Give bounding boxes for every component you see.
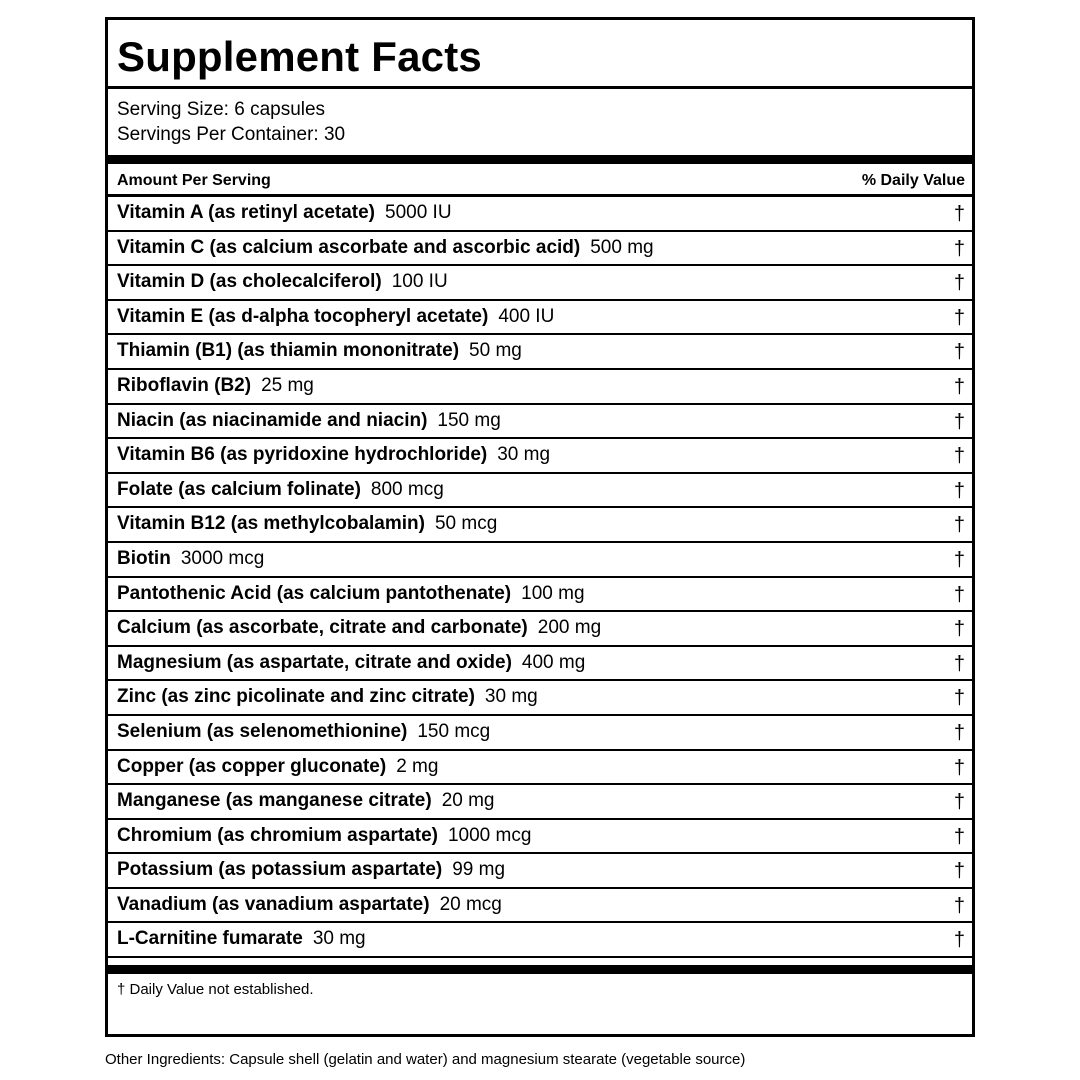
nutrient-amount: 30 mg xyxy=(312,928,366,950)
nutrient-name: Magnesium (as aspartate, citrate and oxide) xyxy=(117,651,512,673)
nutrient-daily-value: † xyxy=(953,479,965,502)
nutrient-row xyxy=(108,405,972,440)
nutrient-name: Copper (as copper gluconate) xyxy=(117,755,387,777)
nutrient-row xyxy=(108,197,972,232)
serving-size: Serving Size: 6 capsules xyxy=(117,99,326,120)
nutrient-line xyxy=(117,889,502,922)
nutrient-line xyxy=(117,751,438,784)
nutrient-line xyxy=(117,335,522,368)
label-title: Supplement Facts xyxy=(117,33,482,80)
nutrient-amount: 150 mg xyxy=(437,409,501,431)
daily-value-header: % Daily Value xyxy=(861,172,965,189)
nutrient-daily-value: † xyxy=(953,548,965,571)
nutrient-amount: 30 mg xyxy=(497,444,551,466)
nutrient-amount: 50 mcg xyxy=(434,513,498,535)
nutrient-name: Folate (as calcium folinate) xyxy=(117,478,361,500)
nutrient-name: Vitamin D (as cholecalciferol) xyxy=(117,271,382,293)
nutrient-daily-value: † xyxy=(953,618,965,641)
nutrient-amount: 20 mcg xyxy=(439,893,502,915)
nutrient-line xyxy=(117,301,554,334)
nutrient-amount: 25 mg xyxy=(261,374,314,396)
nutrient-daily-value: † xyxy=(953,687,965,710)
nutrient-name: Niacin (as niacinamide and niacin) xyxy=(117,409,428,431)
divider-thick xyxy=(108,155,972,164)
nutrient-row xyxy=(108,889,972,924)
nutrient-daily-value: † xyxy=(953,894,965,917)
nutrient-daily-value: † xyxy=(953,583,965,606)
nutrient-name: Selenium (as selenomethionine) xyxy=(117,720,408,742)
nutrient-amount: 50 mg xyxy=(469,340,522,362)
nutrient-row xyxy=(108,785,972,820)
nutrient-row xyxy=(108,612,972,647)
nutrient-amount: 100 IU xyxy=(391,271,448,293)
nutrient-row xyxy=(108,681,972,716)
nutrient-row xyxy=(108,439,972,474)
nutrient-daily-value: † xyxy=(953,203,965,225)
nutrient-name: Vitamin C (as calcium ascorbate and ascorbic acid) xyxy=(117,236,581,258)
nutrient-amount: 2 mg xyxy=(396,755,439,777)
nutrient-amount: 200 mg xyxy=(537,617,602,639)
nutrient-amount: 400 IU xyxy=(498,305,555,327)
nutrient-row xyxy=(108,923,972,958)
servings-per-container: Servings Per Container: 30 xyxy=(117,124,346,145)
nutrient-list xyxy=(108,197,972,958)
nutrient-amount: 100 mg xyxy=(521,582,585,604)
nutrient-amount: 3000 mcg xyxy=(180,547,265,569)
nutrient-daily-value: † xyxy=(953,410,965,433)
nutrient-line xyxy=(117,266,448,299)
nutrient-name: L-Carnitine fumarate xyxy=(117,928,303,950)
nutrient-row xyxy=(108,751,972,786)
nutrient-line xyxy=(117,370,314,403)
nutrient-amount: 99 mg xyxy=(452,859,506,881)
nutrient-row xyxy=(108,854,972,889)
nutrient-line xyxy=(117,854,505,887)
nutrient-daily-value: † xyxy=(953,445,965,468)
nutrient-line xyxy=(117,232,654,265)
nutrient-amount: 150 mcg xyxy=(417,720,491,742)
nutrient-daily-value: † xyxy=(953,272,965,295)
nutrient-daily-value: † xyxy=(953,929,965,952)
nutrient-row xyxy=(108,508,972,543)
nutrient-line xyxy=(117,197,452,230)
other-ingredients: Other Ingredients: Capsule shell (gelatin and water) and magnesium stearate (vegetable source) xyxy=(105,1051,746,1068)
nutrient-line xyxy=(117,578,585,611)
nutrient-line xyxy=(117,681,538,714)
nutrient-row xyxy=(108,716,972,751)
nutrient-row xyxy=(108,647,972,682)
nutrient-line xyxy=(117,508,497,541)
nutrient-row xyxy=(108,301,972,336)
daily-value-footnote: † Daily Value not established. xyxy=(117,981,314,998)
nutrient-daily-value: † xyxy=(953,237,965,260)
nutrient-row xyxy=(108,232,972,267)
nutrient-amount: 1000 mcg xyxy=(447,824,532,846)
nutrient-name: Vitamin A (as retinyl acetate) xyxy=(117,202,376,223)
nutrient-row xyxy=(108,266,972,301)
nutrient-daily-value: † xyxy=(953,860,965,883)
nutrient-daily-value: † xyxy=(953,341,965,364)
supplement-facts-panel xyxy=(105,17,975,1037)
nutrient-amount: 500 mg xyxy=(590,236,654,258)
nutrient-name: Manganese (as manganese citrate) xyxy=(117,790,432,812)
nutrient-daily-value: † xyxy=(953,652,965,675)
nutrient-name: Calcium (as ascorbate, citrate and carbonate) xyxy=(117,617,528,639)
nutrient-line xyxy=(117,923,366,956)
nutrient-name: Thiamin (B1) (as thiamin mononitrate) xyxy=(117,340,460,362)
nutrient-name: Riboflavin (B2) xyxy=(117,374,252,396)
nutrient-line xyxy=(117,820,531,853)
nutrient-name: Zinc (as zinc picolinate and zinc citrate) xyxy=(117,686,475,708)
nutrient-line xyxy=(117,612,601,645)
nutrient-line xyxy=(117,405,501,438)
nutrient-amount: 30 mg xyxy=(484,686,538,708)
divider-thin xyxy=(108,86,972,89)
nutrient-daily-value: † xyxy=(953,721,965,744)
nutrient-row xyxy=(108,370,972,405)
nutrient-name: Pantothenic Acid (as calcium pantothenate) xyxy=(117,582,512,604)
nutrient-daily-value: † xyxy=(953,825,965,848)
nutrient-amount: 20 mg xyxy=(441,790,495,812)
nutrient-line xyxy=(117,716,490,749)
nutrient-name: Vitamin E (as d-alpha tocopheryl acetate) xyxy=(117,305,489,327)
nutrient-name: Vanadium (as vanadium aspartate) xyxy=(117,893,430,915)
nutrient-line xyxy=(117,785,495,818)
nutrient-name: Potassium (as potassium aspartate) xyxy=(117,859,443,881)
nutrient-line xyxy=(117,439,550,472)
nutrient-daily-value: † xyxy=(953,791,965,814)
nutrient-row xyxy=(108,543,972,578)
nutrient-name: Vitamin B6 (as pyridoxine hydrochloride) xyxy=(117,444,488,466)
nutrient-daily-value: † xyxy=(953,375,965,398)
nutrient-row xyxy=(108,335,972,370)
nutrient-daily-value: † xyxy=(953,514,965,537)
nutrient-line xyxy=(117,474,444,507)
nutrient-line xyxy=(117,543,264,576)
divider-thick-bottom xyxy=(108,965,972,974)
column-header-row xyxy=(108,168,972,193)
nutrient-row xyxy=(108,820,972,855)
nutrient-row xyxy=(108,474,972,509)
nutrient-name: Chromium (as chromium aspartate) xyxy=(117,824,438,846)
nutrient-line xyxy=(117,647,585,680)
nutrient-amount: 400 mg xyxy=(521,651,586,673)
nutrient-daily-value: † xyxy=(953,306,965,329)
nutrient-name: Biotin xyxy=(117,547,171,569)
nutrient-row xyxy=(108,578,972,613)
nutrient-daily-value: † xyxy=(953,756,965,779)
amount-per-serving-header: Amount Per Serving xyxy=(117,172,271,189)
nutrient-amount: 800 mcg xyxy=(370,478,444,500)
nutrient-name: Vitamin B12 (as methylcobalamin) xyxy=(117,513,425,535)
nutrient-amount: 5000 IU xyxy=(385,202,452,223)
